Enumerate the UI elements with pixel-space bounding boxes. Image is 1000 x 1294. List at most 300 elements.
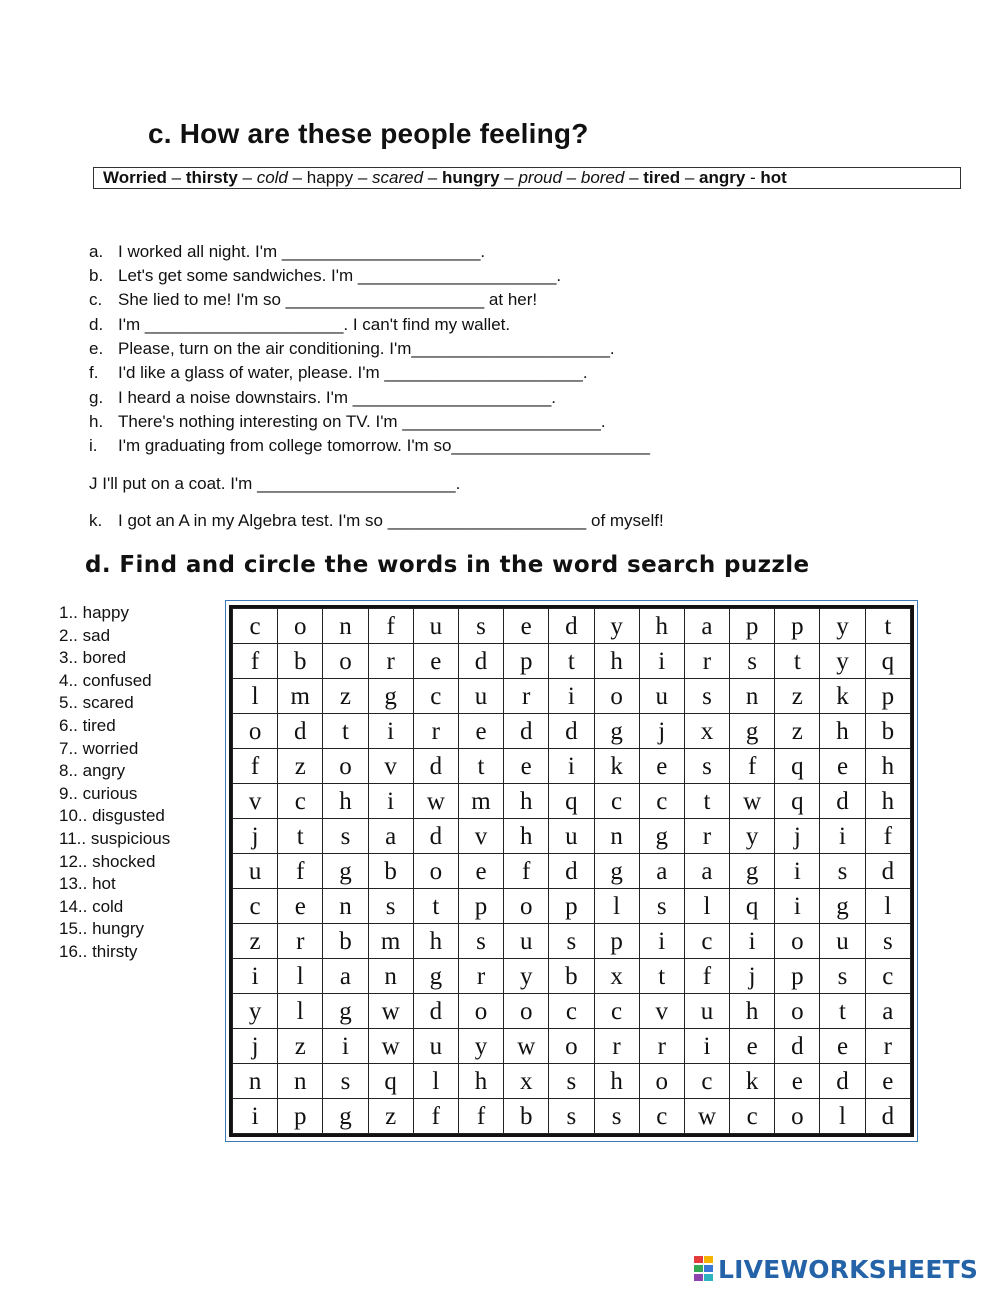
grid-cell[interactable]: x bbox=[504, 1064, 549, 1099]
question-text: I worked all night. I'm _____________________. bbox=[118, 242, 486, 261]
grid-cell[interactable]: a bbox=[323, 959, 368, 994]
grid-row bbox=[233, 679, 911, 714]
grid-cell[interactable]: f bbox=[413, 1099, 458, 1134]
grid-cell[interactable]: l bbox=[278, 994, 323, 1029]
grid-cell[interactable]: l bbox=[820, 1099, 865, 1134]
grid-cell[interactable]: p bbox=[775, 959, 820, 994]
word-bank-item: hungry bbox=[441, 168, 500, 187]
grid-cell[interactable]: o bbox=[413, 854, 458, 889]
grid-cell[interactable]: f bbox=[730, 749, 775, 784]
grid-cell[interactable]: b bbox=[323, 924, 368, 959]
grid-cell[interactable]: l bbox=[413, 1064, 458, 1099]
question-text: I got an A in my Algebra test. I'm so _____________________ of myself! bbox=[118, 511, 664, 530]
grid-row bbox=[233, 854, 911, 889]
logo-icon bbox=[694, 1256, 714, 1282]
grid-cell[interactable]: d bbox=[504, 714, 549, 749]
grid-cell[interactable]: y bbox=[233, 994, 278, 1029]
grid-row bbox=[233, 924, 911, 959]
grid-cell[interactable]: q bbox=[730, 889, 775, 924]
grid-cell[interactable]: l bbox=[594, 889, 639, 924]
grid-cell[interactable]: g bbox=[730, 714, 775, 749]
grid-cell[interactable]: d bbox=[865, 854, 910, 889]
question-item bbox=[89, 511, 664, 531]
grid-cell[interactable]: o bbox=[775, 1099, 820, 1134]
grid-cell[interactable]: v bbox=[368, 749, 413, 784]
grid-cell[interactable]: d bbox=[549, 609, 594, 644]
word-list-item: 4.. confused bbox=[59, 670, 152, 690]
grid-cell[interactable]: h bbox=[639, 609, 684, 644]
grid-cell[interactable]: n bbox=[594, 819, 639, 854]
word-bank-item: tired bbox=[643, 168, 681, 187]
grid-row bbox=[233, 749, 911, 784]
grid-cell[interactable]: w bbox=[504, 1029, 549, 1064]
grid-cell[interactable]: q bbox=[368, 1064, 413, 1099]
grid-cell[interactable]: b bbox=[549, 959, 594, 994]
grid-cell[interactable]: y bbox=[820, 644, 865, 679]
grid-cell[interactable]: r bbox=[504, 679, 549, 714]
question-item bbox=[89, 388, 556, 408]
question-text: I'm _____________________. I can't find my wallet. bbox=[118, 315, 511, 334]
grid-cell[interactable]: d bbox=[820, 784, 865, 819]
grid-cell[interactable]: t bbox=[820, 994, 865, 1029]
grid-cell[interactable]: o bbox=[775, 994, 820, 1029]
grid-cell[interactable]: s bbox=[549, 924, 594, 959]
grid-cell[interactable]: a bbox=[684, 609, 729, 644]
grid-cell[interactable]: q bbox=[549, 784, 594, 819]
grid-cell[interactable]: h bbox=[594, 644, 639, 679]
section-c-letter: c. bbox=[148, 118, 172, 149]
grid-cell[interactable]: o bbox=[775, 924, 820, 959]
grid-cell[interactable]: s bbox=[684, 679, 729, 714]
grid-cell[interactable]: x bbox=[594, 959, 639, 994]
grid-cell[interactable]: m bbox=[458, 784, 503, 819]
grid-cell[interactable]: m bbox=[278, 679, 323, 714]
grid-cell[interactable]: e bbox=[730, 1029, 775, 1064]
word-bank-item: – bbox=[423, 168, 442, 187]
grid-cell[interactable]: i bbox=[820, 819, 865, 854]
grid-cell[interactable]: n bbox=[323, 889, 368, 924]
grid-cell[interactable]: h bbox=[865, 749, 910, 784]
grid-cell[interactable]: u bbox=[820, 924, 865, 959]
grid-cell[interactable]: h bbox=[323, 784, 368, 819]
grid-cell[interactable]: o bbox=[549, 1029, 594, 1064]
question-text: I'm graduating from college tomorrow. I'm so_____________________ bbox=[118, 436, 650, 455]
grid-cell[interactable]: z bbox=[368, 1099, 413, 1134]
grid-cell[interactable]: l bbox=[278, 959, 323, 994]
word-list-item: 7.. worried bbox=[59, 738, 139, 758]
grid-cell[interactable]: w bbox=[368, 1029, 413, 1064]
grid-cell[interactable]: d bbox=[775, 1029, 820, 1064]
grid-cell[interactable]: h bbox=[594, 1064, 639, 1099]
word-bank-item: – bbox=[624, 168, 644, 187]
grid-cell[interactable]: f bbox=[233, 644, 278, 679]
grid-cell[interactable]: u bbox=[504, 924, 549, 959]
grid-cell[interactable]: r bbox=[684, 644, 729, 679]
grid-cell[interactable]: c bbox=[730, 1099, 775, 1134]
grid-row bbox=[233, 889, 911, 924]
grid-cell[interactable]: d bbox=[413, 994, 458, 1029]
grid-cell[interactable]: i bbox=[233, 959, 278, 994]
grid-cell[interactable]: u bbox=[684, 994, 729, 1029]
grid-cell[interactable]: p bbox=[458, 889, 503, 924]
grid-row bbox=[233, 714, 911, 749]
grid-cell[interactable]: i bbox=[368, 784, 413, 819]
grid-cell[interactable]: f bbox=[458, 1099, 503, 1134]
word-search-grid[interactable] bbox=[232, 608, 911, 1134]
grid-cell[interactable]: g bbox=[323, 994, 368, 1029]
word-bank-item: – bbox=[166, 168, 186, 187]
grid-cell[interactable]: a bbox=[865, 994, 910, 1029]
grid-cell[interactable]: l bbox=[865, 889, 910, 924]
grid-cell[interactable]: j bbox=[730, 959, 775, 994]
grid-cell[interactable]: u bbox=[233, 854, 278, 889]
question-letter: b. bbox=[89, 266, 104, 285]
grid-cell[interactable]: e bbox=[504, 749, 549, 784]
grid-cell[interactable]: i bbox=[775, 889, 820, 924]
grid-cell[interactable]: k bbox=[820, 679, 865, 714]
grid-cell[interactable]: s bbox=[549, 1099, 594, 1134]
grid-cell[interactable]: s bbox=[458, 924, 503, 959]
word-list-item: 15.. hungry bbox=[59, 919, 145, 939]
grid-cell[interactable]: y bbox=[594, 609, 639, 644]
grid-cell[interactable]: r bbox=[458, 959, 503, 994]
word-bank-box bbox=[93, 167, 961, 189]
grid-cell[interactable]: r bbox=[413, 714, 458, 749]
grid-cell[interactable]: o bbox=[278, 609, 323, 644]
grid-cell[interactable]: u bbox=[458, 679, 503, 714]
grid-cell[interactable]: s bbox=[549, 1064, 594, 1099]
grid-cell[interactable]: t bbox=[775, 644, 820, 679]
grid-cell[interactable]: q bbox=[775, 784, 820, 819]
grid-cell[interactable]: d bbox=[278, 714, 323, 749]
grid-cell[interactable]: r bbox=[594, 1029, 639, 1064]
question-letter: e. bbox=[89, 339, 104, 358]
grid-cell[interactable]: w bbox=[413, 784, 458, 819]
grid-cell[interactable]: s bbox=[730, 644, 775, 679]
grid-cell[interactable]: i bbox=[730, 924, 775, 959]
word-bank-item: Worried bbox=[103, 168, 167, 187]
grid-cell[interactable]: b bbox=[504, 1099, 549, 1134]
grid-cell[interactable]: c bbox=[639, 784, 684, 819]
grid-cell[interactable]: e bbox=[278, 889, 323, 924]
word-bank-item: cold bbox=[256, 168, 288, 187]
grid-cell[interactable]: n bbox=[233, 1064, 278, 1099]
grid-cell[interactable]: r bbox=[865, 1029, 910, 1064]
grid-cell[interactable]: i bbox=[684, 1029, 729, 1064]
grid-cell[interactable]: p bbox=[865, 679, 910, 714]
grid-cell[interactable]: z bbox=[278, 749, 323, 784]
section-c-heading bbox=[148, 118, 589, 150]
grid-cell[interactable]: e bbox=[820, 749, 865, 784]
grid-cell[interactable]: s bbox=[368, 889, 413, 924]
grid-cell[interactable]: b bbox=[368, 854, 413, 889]
grid-cell[interactable]: g bbox=[323, 1099, 368, 1134]
grid-cell[interactable]: s bbox=[458, 609, 503, 644]
grid-cell[interactable]: a bbox=[368, 819, 413, 854]
grid-cell[interactable]: p bbox=[730, 609, 775, 644]
grid-cell[interactable]: y bbox=[504, 959, 549, 994]
grid-cell[interactable]: z bbox=[278, 1029, 323, 1064]
question-text: I'd like a glass of water, please. I'm _____________________. bbox=[118, 363, 588, 382]
grid-cell[interactable]: p bbox=[504, 644, 549, 679]
grid-cell[interactable]: t bbox=[549, 644, 594, 679]
question-letter: k. bbox=[89, 511, 103, 530]
grid-cell[interactable]: g bbox=[639, 819, 684, 854]
section-c-title: How are these people feeling? bbox=[179, 118, 589, 149]
grid-cell[interactable]: s bbox=[639, 889, 684, 924]
grid-cell[interactable]: o bbox=[639, 1064, 684, 1099]
grid-cell[interactable]: f bbox=[504, 854, 549, 889]
grid-cell[interactable]: i bbox=[639, 644, 684, 679]
grid-cell[interactable]: d bbox=[458, 644, 503, 679]
word-bank-item: scared bbox=[372, 168, 424, 187]
grid-cell[interactable]: h bbox=[865, 784, 910, 819]
word-bank-item: proud bbox=[518, 168, 562, 187]
grid-cell[interactable]: a bbox=[639, 854, 684, 889]
grid-cell[interactable]: w bbox=[368, 994, 413, 1029]
grid-cell[interactable]: t bbox=[639, 959, 684, 994]
grid-cell[interactable]: j bbox=[233, 1029, 278, 1064]
grid-cell[interactable]: t bbox=[323, 714, 368, 749]
word-bank-item: – bbox=[237, 168, 257, 187]
grid-cell[interactable]: f bbox=[684, 959, 729, 994]
grid-cell[interactable]: v bbox=[233, 784, 278, 819]
grid-cell[interactable]: f bbox=[233, 749, 278, 784]
grid-cell[interactable]: x bbox=[684, 714, 729, 749]
grid-cell[interactable]: z bbox=[233, 924, 278, 959]
grid-cell[interactable]: p bbox=[549, 889, 594, 924]
grid-cell[interactable]: e bbox=[639, 749, 684, 784]
question-letter: g. bbox=[89, 388, 104, 407]
word-search-border bbox=[229, 605, 914, 1137]
question-item bbox=[89, 412, 606, 432]
grid-cell[interactable]: h bbox=[413, 924, 458, 959]
word-list-item: 1.. happy bbox=[59, 603, 129, 622]
grid-cell[interactable]: b bbox=[865, 714, 910, 749]
grid-row bbox=[233, 1099, 911, 1134]
grid-cell[interactable]: a bbox=[684, 854, 729, 889]
grid-cell[interactable]: i bbox=[549, 679, 594, 714]
grid-cell[interactable]: d bbox=[865, 1099, 910, 1134]
grid-cell[interactable]: y bbox=[458, 1029, 503, 1064]
grid-cell[interactable]: f bbox=[278, 854, 323, 889]
word-list-item: 8.. angry bbox=[59, 761, 126, 781]
grid-cell[interactable]: m bbox=[368, 924, 413, 959]
question-item bbox=[89, 290, 537, 310]
grid-cell[interactable]: g bbox=[594, 854, 639, 889]
grid-cell[interactable]: g bbox=[368, 679, 413, 714]
grid-cell[interactable]: t bbox=[865, 609, 910, 644]
grid-cell[interactable]: s bbox=[594, 1099, 639, 1134]
grid-cell[interactable]: q bbox=[775, 749, 820, 784]
grid-cell[interactable]: i bbox=[639, 924, 684, 959]
grid-cell[interactable]: o bbox=[504, 889, 549, 924]
grid-cell[interactable]: l bbox=[233, 679, 278, 714]
grid-cell[interactable]: z bbox=[775, 714, 820, 749]
grid-cell[interactable]: u bbox=[549, 819, 594, 854]
grid-cell[interactable]: e bbox=[458, 854, 503, 889]
grid-cell[interactable]: q bbox=[865, 644, 910, 679]
grid-cell[interactable]: s bbox=[684, 749, 729, 784]
grid-cell[interactable]: e bbox=[775, 1064, 820, 1099]
grid-cell[interactable]: u bbox=[639, 679, 684, 714]
question-item bbox=[89, 436, 650, 456]
grid-row bbox=[233, 994, 911, 1029]
grid-cell[interactable]: c bbox=[233, 889, 278, 924]
grid-cell[interactable]: s bbox=[323, 1064, 368, 1099]
grid-cell[interactable]: v bbox=[639, 994, 684, 1029]
grid-cell[interactable]: o bbox=[323, 644, 368, 679]
question-item bbox=[89, 339, 615, 359]
grid-cell[interactable]: e bbox=[865, 1064, 910, 1099]
grid-cell[interactable]: d bbox=[549, 854, 594, 889]
word-list-item: 16.. thirsty bbox=[59, 941, 138, 961]
grid-row bbox=[233, 784, 911, 819]
grid-cell[interactable]: j bbox=[639, 714, 684, 749]
question-letter: h. bbox=[89, 412, 104, 431]
word-bank-item: thirsty bbox=[185, 168, 238, 187]
word-list bbox=[59, 602, 170, 964]
grid-cell[interactable]: c bbox=[594, 994, 639, 1029]
grid-cell[interactable]: y bbox=[820, 609, 865, 644]
grid-cell[interactable]: g bbox=[323, 854, 368, 889]
word-list-item: 14.. cold bbox=[59, 896, 124, 916]
liveworksheets-logo bbox=[694, 1254, 978, 1284]
grid-cell[interactable]: d bbox=[820, 1064, 865, 1099]
grid-cell[interactable]: l bbox=[684, 889, 729, 924]
question-text: Let's get some sandwiches. I'm _____________________. bbox=[118, 266, 562, 285]
grid-cell[interactable]: c bbox=[684, 924, 729, 959]
grid-cell[interactable]: e bbox=[413, 644, 458, 679]
question-text: Please, turn on the air conditioning. I'm_____________________. bbox=[118, 339, 615, 358]
grid-cell[interactable]: t bbox=[413, 889, 458, 924]
grid-cell[interactable]: f bbox=[368, 609, 413, 644]
grid-cell[interactable]: t bbox=[458, 749, 503, 784]
grid-cell[interactable]: u bbox=[413, 609, 458, 644]
grid-cell[interactable]: h bbox=[820, 714, 865, 749]
grid-cell[interactable]: h bbox=[730, 994, 775, 1029]
grid-cell[interactable]: d bbox=[413, 819, 458, 854]
grid-cell[interactable]: p bbox=[594, 924, 639, 959]
grid-cell[interactable]: c bbox=[684, 1064, 729, 1099]
grid-cell[interactable]: j bbox=[233, 819, 278, 854]
word-bank-item: – bbox=[561, 168, 581, 187]
grid-row bbox=[233, 1029, 911, 1064]
grid-cell[interactable]: r bbox=[684, 819, 729, 854]
grid-cell[interactable]: c bbox=[413, 679, 458, 714]
grid-cell[interactable]: z bbox=[323, 679, 368, 714]
grid-cell[interactable]: p bbox=[775, 609, 820, 644]
grid-cell[interactable]: n bbox=[730, 679, 775, 714]
grid-cell[interactable]: u bbox=[413, 1029, 458, 1064]
grid-cell[interactable]: n bbox=[323, 609, 368, 644]
word-list-item: 10.. disgusted bbox=[59, 806, 165, 826]
grid-cell[interactable]: i bbox=[233, 1099, 278, 1134]
grid-cell[interactable]: g bbox=[594, 714, 639, 749]
grid-cell[interactable]: d bbox=[549, 714, 594, 749]
grid-row bbox=[233, 644, 911, 679]
grid-cell[interactable]: s bbox=[820, 854, 865, 889]
question-letter: a. bbox=[89, 242, 104, 261]
grid-cell[interactable]: z bbox=[775, 679, 820, 714]
grid-row bbox=[233, 959, 911, 994]
grid-cell[interactable]: h bbox=[458, 1064, 503, 1099]
grid-cell[interactable]: e bbox=[458, 714, 503, 749]
grid-cell[interactable]: k bbox=[594, 749, 639, 784]
grid-cell[interactable]: g bbox=[413, 959, 458, 994]
grid-cell[interactable]: w bbox=[730, 784, 775, 819]
grid-cell[interactable]: e bbox=[504, 609, 549, 644]
grid-cell[interactable]: k bbox=[730, 1064, 775, 1099]
grid-cell[interactable]: t bbox=[684, 784, 729, 819]
word-bank-item: hot bbox=[760, 168, 787, 187]
word-bank-item: angry bbox=[699, 168, 746, 187]
word-list-item: 5.. scared bbox=[59, 693, 134, 713]
grid-cell[interactable]: b bbox=[278, 644, 323, 679]
grid-cell[interactable]: y bbox=[730, 819, 775, 854]
grid-cell[interactable]: s bbox=[865, 924, 910, 959]
grid-cell[interactable]: h bbox=[504, 784, 549, 819]
grid-cell[interactable]: r bbox=[278, 924, 323, 959]
grid-cell[interactable]: o bbox=[233, 714, 278, 749]
grid-cell[interactable]: e bbox=[820, 1029, 865, 1064]
grid-cell[interactable]: r bbox=[639, 1029, 684, 1064]
grid-cell[interactable]: i bbox=[549, 749, 594, 784]
grid-cell[interactable]: c bbox=[278, 784, 323, 819]
grid-cell[interactable]: p bbox=[278, 1099, 323, 1134]
grid-cell[interactable]: o bbox=[594, 679, 639, 714]
word-search-frame bbox=[225, 600, 918, 1142]
grid-cell[interactable]: s bbox=[820, 959, 865, 994]
grid-cell[interactable]: c bbox=[594, 784, 639, 819]
grid-cell[interactable]: v bbox=[458, 819, 503, 854]
grid-cell[interactable]: o bbox=[504, 994, 549, 1029]
word-bank-item: - bbox=[745, 168, 761, 187]
grid-cell[interactable]: i bbox=[323, 1029, 368, 1064]
word-bank-item: – bbox=[499, 168, 519, 187]
word-bank-item: – happy – bbox=[287, 168, 373, 187]
question-letter: d. bbox=[89, 315, 104, 334]
grid-cell[interactable]: g bbox=[730, 854, 775, 889]
question-letter: i. bbox=[89, 436, 98, 455]
grid-row bbox=[233, 819, 911, 854]
grid-cell[interactable]: h bbox=[504, 819, 549, 854]
grid-cell[interactable]: j bbox=[775, 819, 820, 854]
question-letter: f. bbox=[89, 363, 99, 382]
grid-cell[interactable]: c bbox=[865, 959, 910, 994]
grid-cell[interactable]: s bbox=[323, 819, 368, 854]
word-list-item: 6.. tired bbox=[59, 715, 116, 735]
grid-cell[interactable]: i bbox=[368, 714, 413, 749]
grid-cell[interactable]: c bbox=[549, 994, 594, 1029]
word-list-item: 12.. shocked bbox=[59, 851, 156, 871]
grid-cell[interactable]: c bbox=[233, 609, 278, 644]
grid-cell[interactable]: c bbox=[639, 1099, 684, 1134]
grid-cell[interactable]: i bbox=[775, 854, 820, 889]
grid-row bbox=[233, 609, 911, 644]
grid-cell[interactable]: n bbox=[278, 1064, 323, 1099]
grid-cell[interactable]: r bbox=[368, 644, 413, 679]
grid-cell[interactable]: o bbox=[323, 749, 368, 784]
grid-cell[interactable]: w bbox=[684, 1099, 729, 1134]
grid-cell[interactable]: o bbox=[458, 994, 503, 1029]
grid-cell[interactable]: t bbox=[278, 819, 323, 854]
grid-cell[interactable]: d bbox=[413, 749, 458, 784]
grid-cell[interactable]: n bbox=[368, 959, 413, 994]
grid-cell[interactable]: f bbox=[865, 819, 910, 854]
grid-cell[interactable]: g bbox=[820, 889, 865, 924]
word-list-item: 2.. sad bbox=[59, 625, 111, 645]
